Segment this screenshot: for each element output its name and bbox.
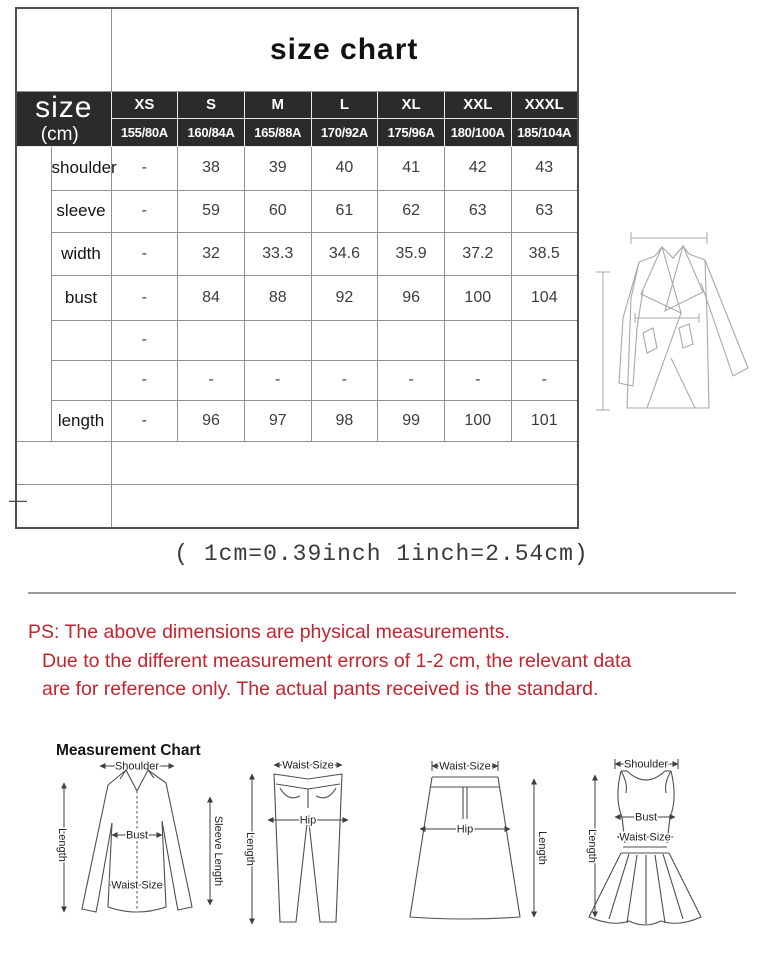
skirt-body — [410, 777, 520, 919]
cell — [378, 320, 445, 360]
shirt-sleeve-left — [82, 785, 112, 912]
coat-pocket-left — [643, 328, 657, 353]
table-row — [16, 441, 578, 484]
measurement-chart-title: Measurement Chart — [56, 742, 201, 759]
shirt-shoulder-label: Shoulder — [114, 760, 160, 773]
ps-note-line2: Due to the different measurement errors of 1-2 cm, the relevant data — [42, 649, 632, 672]
table-row — [16, 400, 578, 441]
corner-cm-label: (cm) — [40, 124, 79, 145]
cell: 101 — [511, 400, 578, 441]
pants-length-label: Length — [244, 832, 256, 866]
cell: - — [178, 360, 245, 400]
shirt-waist-label: Waist Size — [111, 879, 163, 892]
spec-xxl: 180/100A — [444, 118, 511, 146]
cell: 104 — [511, 275, 578, 320]
cell: - — [111, 400, 178, 441]
table-row — [16, 360, 578, 400]
table-row — [16, 484, 578, 528]
dress-neckline — [627, 771, 665, 780]
pants-waist-label: Waist Size — [282, 759, 334, 772]
skirt-length-label: Length — [536, 831, 548, 865]
cell: 100 — [444, 275, 511, 320]
cell: - — [111, 232, 178, 275]
cell: 42 — [444, 146, 511, 190]
cell: 59 — [178, 190, 245, 232]
title-left-empty-cell — [16, 8, 111, 91]
cell — [311, 320, 378, 360]
row-label: length — [51, 400, 111, 441]
unit-conversion-note: ( 1cm=0.39inch 1inch=2.54cm) — [174, 541, 589, 567]
cell: - — [378, 360, 445, 400]
footer-empty-label — [16, 484, 111, 528]
coat-body — [627, 260, 709, 408]
footer-empty-label — [16, 441, 111, 484]
row-label: width — [51, 232, 111, 275]
row-label — [51, 320, 111, 360]
cell: 40 — [311, 146, 378, 190]
cell: - — [111, 146, 178, 190]
left-margin-cell — [16, 146, 51, 441]
col-header-s: S — [178, 91, 245, 118]
row-label: shoulder — [51, 146, 111, 190]
row-label: bust — [51, 275, 111, 320]
cell: 84 — [178, 275, 245, 320]
cell — [444, 320, 511, 360]
cell: 96 — [178, 400, 245, 441]
cell: 61 — [311, 190, 378, 232]
cell — [244, 320, 311, 360]
cell: - — [444, 360, 511, 400]
row-label: sleeve — [51, 190, 111, 232]
shirt-sleeve-right — [162, 783, 192, 910]
coat-lapel-left — [641, 247, 681, 313]
cell: - — [244, 360, 311, 400]
shirt-bust-label: Bust — [125, 829, 149, 842]
dress-waist-label: Waist Size — [619, 831, 671, 844]
cell: 41 — [378, 146, 445, 190]
table-row — [16, 146, 578, 190]
col-header-xxxl: XXXL — [511, 91, 578, 118]
table-row — [16, 190, 578, 232]
cell: 62 — [378, 190, 445, 232]
spec-xxxl: 185/104A — [511, 118, 578, 146]
cell: 39 — [244, 146, 311, 190]
cell: 35.9 — [378, 232, 445, 275]
cell: - — [511, 360, 578, 400]
ps-note-line3: are for reference only. The actual pants received is the standard. — [42, 678, 599, 700]
pants-waistband-top — [274, 774, 342, 779]
size-chart-title: size chart — [111, 8, 578, 91]
cell: - — [111, 320, 178, 360]
shirt-sleeve-length-label: Sleeve Length — [212, 815, 224, 887]
corner-size-label: size — [35, 91, 93, 124]
col-header-m: M — [244, 91, 311, 118]
cell: 63 — [444, 190, 511, 232]
dress-skirt — [589, 853, 701, 925]
skirt-measurement-diagram — [400, 757, 548, 925]
dress-armhole-left — [621, 771, 626, 793]
dress-shoulder-label: Shoulder — [623, 758, 669, 771]
pants-pocket-right — [316, 788, 336, 798]
dress-measurement-diagram — [575, 755, 713, 930]
spec-xl: 175/96A — [378, 118, 445, 146]
cell: 34.6 — [311, 232, 378, 275]
cell: 33.3 — [244, 232, 311, 275]
ps-note — [28, 618, 748, 704]
table-row — [16, 232, 578, 275]
dress-length-label: Length — [586, 829, 598, 863]
skirt-hip-label: Hip — [456, 823, 474, 836]
cell: 98 — [311, 400, 378, 441]
trench-coat-sketch — [583, 198, 763, 456]
cell: - — [111, 275, 178, 320]
cell: 100 — [444, 400, 511, 441]
table-row — [16, 320, 578, 360]
stray-dash-mark: — — [9, 490, 27, 510]
size-cm-corner-cell — [16, 91, 111, 146]
cell: - — [111, 190, 178, 232]
cell: 99 — [378, 400, 445, 441]
dress-bust-label: Bust — [634, 811, 658, 824]
footer-empty-row — [111, 441, 578, 484]
col-header-xl: XL — [378, 91, 445, 118]
cell: 96 — [378, 275, 445, 320]
cell: 60 — [244, 190, 311, 232]
col-header-xs: XS — [111, 91, 178, 118]
col-header-xxl: XXL — [444, 91, 511, 118]
size-chart-table — [15, 7, 579, 529]
cell: 88 — [244, 275, 311, 320]
cell: 38.5 — [511, 232, 578, 275]
pants-hip-label: Hip — [299, 814, 317, 827]
coat-sleeve-left — [619, 262, 643, 386]
skirt-waist-label: Waist Size — [439, 760, 491, 773]
cell: 32 — [178, 232, 245, 275]
coat-pocket-right — [679, 324, 693, 348]
cell: 97 — [244, 400, 311, 441]
cell: - — [311, 360, 378, 400]
spec-s: 160/84A — [178, 118, 245, 146]
pants-measurement-diagram — [238, 756, 363, 928]
cell: 43 — [511, 146, 578, 190]
footer-empty-row — [111, 484, 578, 528]
cell — [511, 320, 578, 360]
cell — [178, 320, 245, 360]
shirt-collar — [120, 770, 154, 791]
spec-m: 165/88A — [244, 118, 311, 146]
cell: - — [111, 360, 178, 400]
col-header-l: L — [311, 91, 378, 118]
pants-pocket-left — [280, 788, 300, 798]
shirt-measurement-diagram — [48, 757, 226, 929]
horizontal-divider — [28, 592, 736, 594]
row-label — [51, 360, 111, 400]
pants-waistband-bottom — [276, 784, 340, 789]
spec-l: 170/92A — [311, 118, 378, 146]
ps-note-line1: PS: The above dimensions are physical measurements. — [28, 621, 510, 643]
cell: 37.2 — [444, 232, 511, 275]
shirt-length-label: Length — [56, 828, 68, 862]
table-row — [16, 275, 578, 320]
dress-armhole-right — [666, 771, 671, 793]
cell: 38 — [178, 146, 245, 190]
spec-xs: 155/80A — [111, 118, 178, 146]
cell: 92 — [311, 275, 378, 320]
cell: 63 — [511, 190, 578, 232]
